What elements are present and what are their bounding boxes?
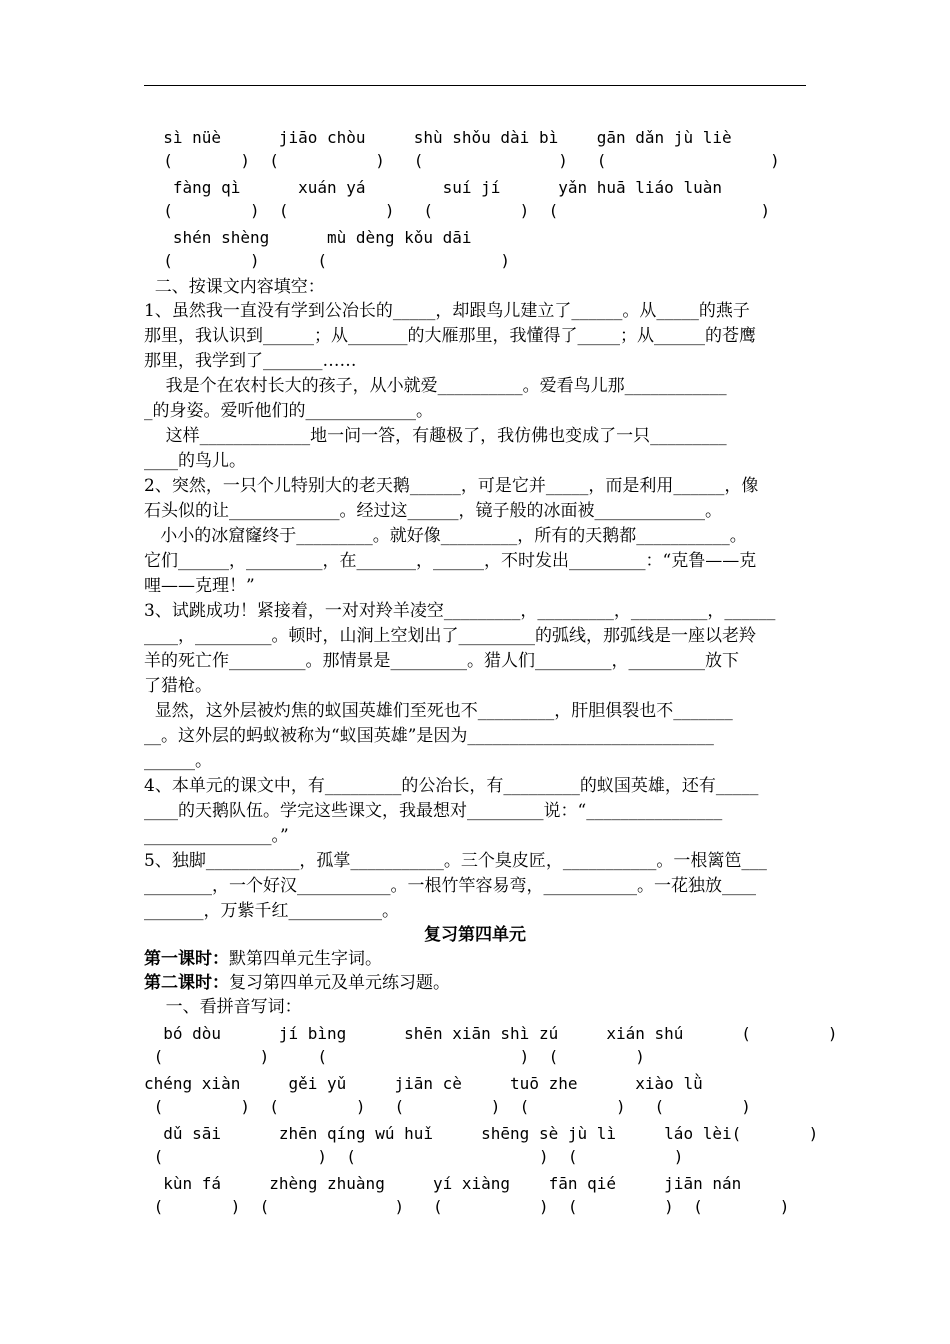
section-title: 二、按课文内容填空：: [144, 277, 325, 297]
fill-blank-line: 哩——克理！”: [144, 576, 255, 596]
answer-brackets-line: ( ) ( ) ( ) ( ) ( ): [144, 1097, 751, 1116]
fill-blank-line: 3、试跳成功！紧接着，一对对羚羊凌空_________，_________，_________，______: [144, 601, 776, 621]
pinyin-line: kùn fá zhèng zhuàng yí xiàng fān qié jiān nán: [144, 1174, 742, 1193]
fill-blank-line: 石头似的让_____________。经过这______，镜子般的冰面被_____________。: [144, 501, 722, 521]
pinyin-line: fàng qì xuán yá suí jí yǎn huā liáo luàn: [144, 178, 722, 197]
fill-blank-line: 那里，我学到了_______……: [144, 351, 357, 371]
lesson-two-line: [144, 972, 450, 994]
answer-brackets-line: ( ) ( ) ( ) ( ): [144, 151, 780, 170]
fill-blank-line: _______，万紫千红___________。: [144, 901, 399, 921]
fill-blank-line: ____的天鹅队伍。学完这些课文，我最想对_________说：“________________: [144, 801, 723, 821]
lesson-one-line: [144, 948, 382, 970]
pinyin-line: chéng xiàn gěi yǔ jiān cè tuō zhe xiào lǜ: [144, 1074, 703, 1093]
header-rule: [144, 85, 806, 86]
fill-blank-line: ____的鸟儿。: [144, 451, 246, 471]
fill-blank-line: 那里，我认识到______；从_______的大雁那里，我懂得了_____；从______的苍鹰: [144, 326, 756, 346]
answer-brackets-line: ( ) ( ) ( ): [144, 1047, 645, 1066]
section-title: 一、看拼音写词：: [144, 997, 302, 1017]
fill-blank-line: 4、本单元的课文中，有_________的公冶长，有_________的蚁国英雄，还有_____: [144, 776, 759, 796]
lesson-two-text: 复习第四单元及单元练习题。: [229, 973, 450, 993]
fill-blank-line: 小小的冰窟窿终于_________。就好像_________，所有的天鹅都___________。: [144, 526, 747, 546]
pinyin-line: shén shèng mù dèng kǒu dāi: [144, 228, 472, 247]
fill-blank-line: ________，一个好汉___________。一根竹竿容易弯，___________。一花独放____: [144, 876, 756, 896]
pinyin-line: bó dòu jí bìng shēn xiān shì zú xián shú ( ): [144, 1024, 838, 1043]
fill-blank-line: ______。: [144, 751, 212, 771]
pinyin-line: dǔ sāi zhēn qíng wú huǐ shēng sè jù lì láo lèi( ): [144, 1124, 819, 1143]
fill-blank-line: 显然，这外层被灼焦的蚁国英雄们至死也不_________，肝胆俱裂也不_______: [144, 701, 733, 721]
fill-blank-line: 了猎枪。: [144, 676, 212, 696]
answer-brackets-line: ( ) ( ) ( ) ( ) ( ): [144, 1197, 790, 1216]
fill-blank-line: _的身姿。爱听他们的_____________。: [144, 401, 433, 421]
fill-blank-line: 它们______，_________，在_______，______，不时发出_________：“克鲁——克: [144, 551, 757, 571]
fill-blank-line: ____，_________。顿时，山涧上空划出了_________的弧线，那弧线是一座以老羚: [144, 626, 756, 646]
review-title: 复习第四单元: [424, 925, 526, 945]
answer-brackets-line: ( ) ( ) ( ) ( ): [144, 201, 771, 220]
fill-blank-line: _______________。”: [144, 826, 289, 846]
fill-blank-line: 1、虽然我一直没有学到公冶长的_____，却跟鸟儿建立了______。从_____的燕子: [144, 301, 750, 321]
fill-blank-line: 2、突然，一只个儿特别大的老天鹅______，可是它并_____，而是利用______，像: [144, 476, 759, 496]
lesson-one-text: 默第四单元生字词。: [229, 949, 382, 969]
pinyin-line: sì nüè jiāo chòu shù shǒu dài bì gān dǎn jù liè: [144, 128, 732, 147]
lesson-one-label: 第一课时：: [144, 949, 229, 969]
fill-blank-line: 羊的死亡作_________。那情景是_________。猎人们_________，_________放下: [144, 651, 739, 671]
lesson-two-label: 第二课时：: [144, 973, 229, 993]
fill-blank-line: 这样_____________地一问一答，有趣极了，我仿佛也变成了一只_________: [144, 426, 727, 446]
fill-blank-line: __。这外层的蚂蚁被称为“蚁国英雄”是因为_____________________________: [144, 726, 714, 746]
fill-blank-line: 我是个在农村长大的孩子，从小就爱__________。爱看鸟儿那____________: [144, 376, 727, 396]
answer-brackets-line: ( ) ( ): [144, 251, 511, 270]
fill-blank-line: 5、独脚___________，孤掌___________。三个臭皮匠，___________。一根篱笆___: [144, 851, 767, 871]
answer-brackets-line: ( ) ( ) ( ): [144, 1147, 684, 1166]
